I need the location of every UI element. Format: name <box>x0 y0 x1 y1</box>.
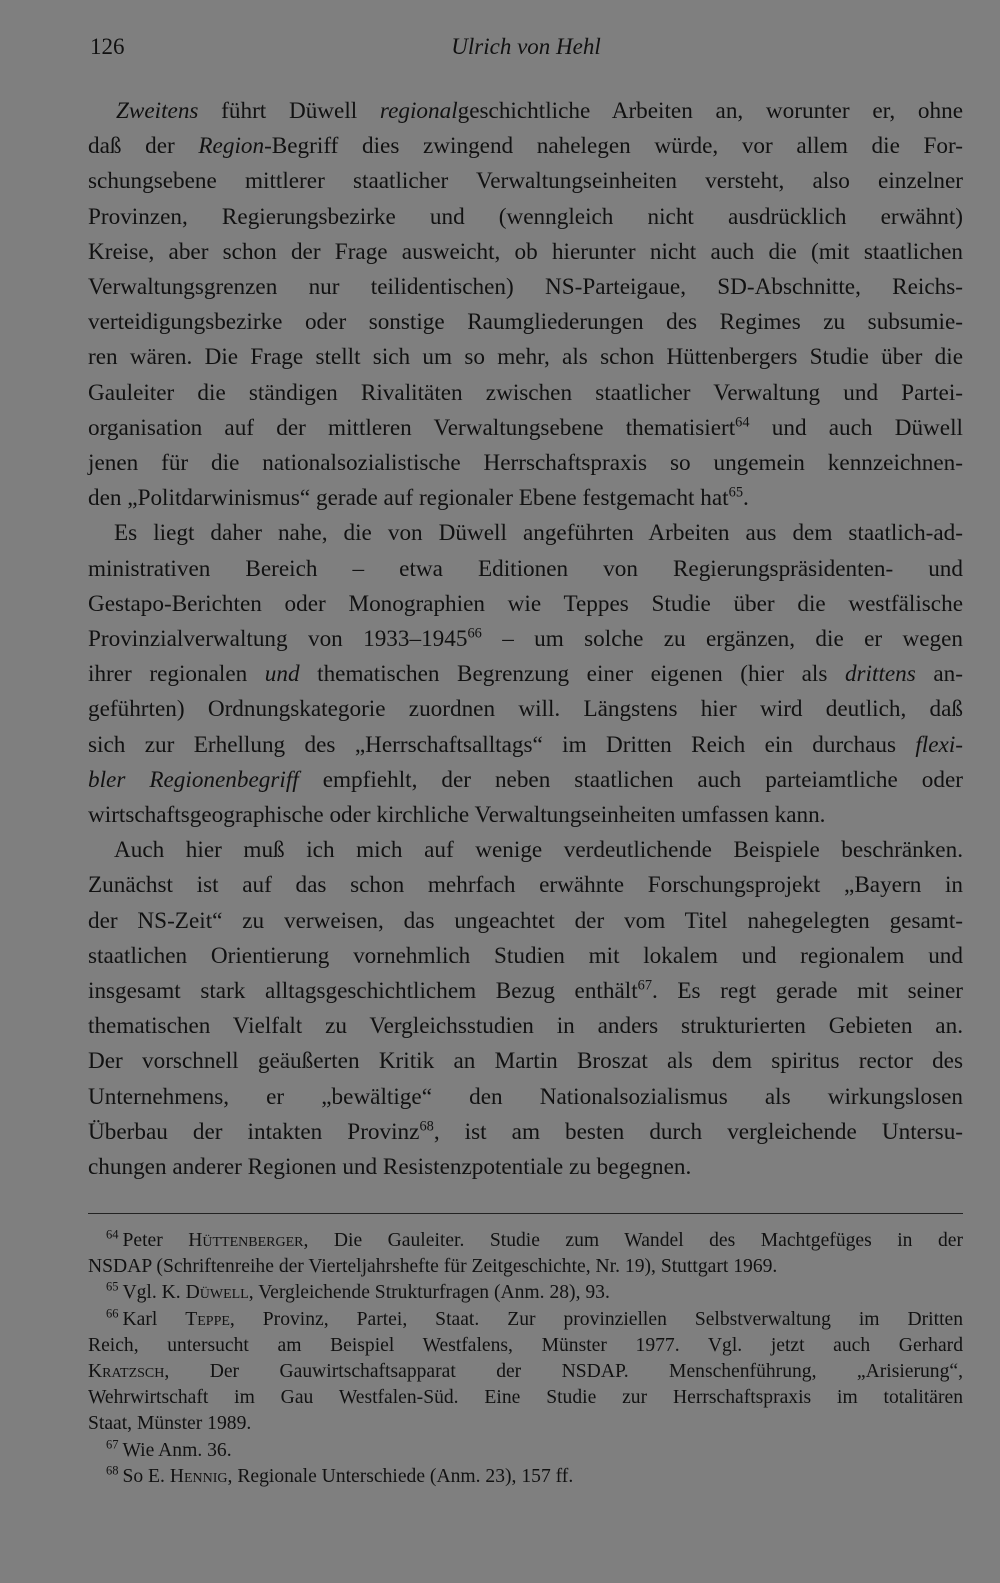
text-line <box>88 728 963 763</box>
text-line <box>88 411 963 446</box>
text-run: und auch Düwell <box>749 414 963 441</box>
footnote-ref: 67 <box>637 977 653 994</box>
text-run: der NS-Zeit“ zu verweisen, das ungeachtet der vom Titel nahegelegten gesamt- <box>88 907 963 934</box>
page-header <box>90 34 962 66</box>
author-name: Düwell <box>185 1282 249 1304</box>
text-line <box>88 1009 963 1044</box>
text-run: sich zur Erhellung des „Herrschaftsalltags“ im Dritten Reich ein durchaus <box>88 731 916 758</box>
text-line <box>88 1044 963 1079</box>
italic-text: bler Regionenbegriff <box>88 766 299 793</box>
text-line <box>88 657 963 692</box>
text-line <box>88 270 963 305</box>
paragraph <box>88 516 963 833</box>
text-run: Unternehmens, er „bewältige“ den Nationalsozialismus als wirkungslosen <box>88 1083 963 1110</box>
text-run: . Es regt gerade mit seiner <box>652 978 963 1005</box>
text-run: , ist am besten durch vergleichende Untersu- <box>433 1118 964 1145</box>
text-run: , Regionale Unterschiede (Anm. 23), 157 ff. <box>227 1465 574 1487</box>
text-run: , Die Gauleiter. Studie zum Wandel des Machtgefüges in der <box>303 1230 963 1251</box>
text-line <box>88 552 963 587</box>
text-line <box>88 1080 963 1115</box>
text-run: staatlichen Orientierung vornehmlich Studien mit lokalem und regionalem und <box>88 942 963 969</box>
footnote-number: 65 <box>106 1279 119 1294</box>
footnote <box>88 1280 963 1306</box>
text-run: -Begriff dies zwingend nahelegen würde, vor allem die For- <box>264 133 963 160</box>
footnote-line <box>88 1385 963 1411</box>
text-run: ministrativen Bereich – etwa Editionen von Regierungspräsidenten- und <box>88 555 963 582</box>
running-head: Ulrich von Hehl <box>451 34 601 59</box>
italic-text: drittens <box>844 661 916 688</box>
text-line <box>88 833 963 868</box>
italic-text: Region <box>198 133 265 160</box>
footnotes <box>88 1228 963 1490</box>
footnote-ref: 66 <box>467 625 482 642</box>
italic-text: flexi- <box>915 731 963 758</box>
text-line <box>88 481 963 516</box>
text-run: chungen anderer Regionen und Resistenzpotentiale zu begegnen. <box>88 1154 692 1181</box>
footnote <box>88 1228 963 1280</box>
footnote-line <box>88 1359 963 1385</box>
text-run: geschichtliche Arbeiten an, worunter er, ohne <box>457 98 963 124</box>
footnote <box>88 1464 963 1490</box>
text-run: ihrer regionalen <box>88 661 265 688</box>
author-name: Kratzsch <box>88 1361 165 1383</box>
footnote <box>88 1438 963 1464</box>
text-line <box>88 129 963 164</box>
footnote-line <box>88 1411 963 1437</box>
text-run: empfiehlt, der neben staatlichen auch parteiamtliche oder <box>298 766 963 793</box>
author-name: Hüttenberger <box>188 1230 304 1251</box>
text-run: organisation auf der mittleren Verwaltungsebene thematisiert <box>88 414 736 441</box>
text-run: Kreise, aber schon der Frage ausweicht, ob hierunter nicht auch die (mit staatlichen <box>88 238 963 265</box>
text-run: Provinzialverwaltung von 1933–1945 <box>88 626 468 653</box>
footnote-ref: 68 <box>419 1118 434 1135</box>
text-run: Provinzen, Regierungsbezirke und (wenngleich nicht ausdrücklich erwähnt) <box>88 203 963 230</box>
italic-text: und <box>264 661 300 688</box>
footnote-rule <box>88 1213 963 1214</box>
text-run: So E. <box>122 1465 170 1487</box>
text-run: Der vorschnell geäußerten Kritik an Martin Broszat als dem spiritus rector des <box>88 1048 963 1075</box>
text-line <box>88 622 963 657</box>
text-line <box>88 763 963 798</box>
text-run: – um solche zu ergänzen, die er wegen <box>481 626 963 653</box>
text-run: NSDAP (Schriftenreihe der Vierteljahrshefte für Zeitgeschichte, Nr. 19), Stuttgart 1969. <box>88 1256 778 1278</box>
text-run: geführten) Ordnungskategorie zuordnen will. Längstens hier wird deutlich, daß <box>88 696 963 723</box>
italic-text: regional <box>379 98 458 124</box>
text-line <box>88 1150 963 1185</box>
text-run: Wie Anm. 36. <box>122 1439 232 1461</box>
text-run: , Provinz, Partei, Staat. Zur provinziellen Selbstverwaltung im Dritten <box>229 1308 964 1330</box>
text-run: jenen für die nationalsozialistische Herrschaftspraxis so ungemein kennzeichnen- <box>88 450 963 477</box>
italic-text: Zweitens <box>116 98 199 124</box>
text-run: Wehrwirtschaft im Gau Westfalen-Süd. Eine Studie zur Herrschaftspraxis im totalitären <box>88 1387 963 1409</box>
text-line <box>88 516 963 551</box>
text-line <box>88 798 963 833</box>
text-run: Überbau der intakten Provinz <box>88 1118 420 1145</box>
text-run: verteidigungsbezirke oder sonstige Raumgliederungen des Regimes zu subsumie- <box>88 309 963 336</box>
text-run: Es liegt daher nahe, die von Düwell angeführten Arbeiten aus dem staatlich-ad- <box>114 520 963 547</box>
text-line <box>88 939 963 974</box>
footnote-number: 66 <box>106 1306 119 1321</box>
text-line <box>88 1115 963 1150</box>
footnote-line <box>88 1280 963 1306</box>
text-line <box>88 235 963 270</box>
footnote-ref: 64 <box>735 414 750 431</box>
text-run: Vgl. K. <box>122 1282 186 1304</box>
text-run: ren wären. Die Frage stellt sich um so mehr, als schon Hüttenbergers Studie über die <box>88 344 963 371</box>
paragraph <box>88 833 963 1185</box>
text-run: thematischen Begrenzung einer eigenen (hier als <box>299 661 845 688</box>
text-line <box>88 587 963 622</box>
text-run: Karl <box>122 1308 186 1330</box>
text-line <box>88 904 963 939</box>
text-run: Gauleiter die ständigen Rivalitäten zwischen staatlicher Verwaltung und Partei- <box>88 379 963 406</box>
text-run: , Vergleichende Strukturfragen (Anm. 28), 93. <box>248 1282 610 1304</box>
text-run: Zunächst ist auf das schon mehrfach erwähnte Forschungsprojekt „Bayern in <box>88 872 963 899</box>
text-line <box>88 376 963 411</box>
paragraph <box>88 94 963 516</box>
footnote-line <box>88 1307 963 1333</box>
text-run: den „Politdarwinismus“ gerade auf regionaler Ebene festgemacht hat <box>88 485 729 512</box>
footnote-number: 67 <box>106 1437 119 1452</box>
footnote-line <box>88 1254 963 1280</box>
text-run: Staat, Münster 1989. <box>88 1413 252 1435</box>
text-run: schungsebene mittlerer staatlicher Verwaltungseinheiten versteht, also einzelner <box>88 168 963 195</box>
text-line <box>88 692 963 727</box>
text-line <box>88 305 963 340</box>
footnote <box>88 1307 963 1438</box>
text-line <box>88 868 963 903</box>
text-run: Auch hier muß ich mich auf wenige verdeutlichende Beispiele beschränken. <box>114 837 963 864</box>
author-name: Teppe <box>185 1308 230 1330</box>
text-line <box>88 974 963 1009</box>
text-line <box>88 340 963 375</box>
text-run: Verwaltungsgrenzen nur teilidentischen) NS-Parteigaue, SD-Abschnitte, Reichs- <box>88 274 963 301</box>
text-run: insgesamt stark alltagsgeschichtlichem Bezug enthält <box>88 978 638 1005</box>
text-line <box>88 164 963 199</box>
footnote-line <box>88 1438 963 1464</box>
footnote-ref: 65 <box>728 484 743 501</box>
text-run: daß der <box>88 133 199 160</box>
text-run: an- <box>915 661 963 688</box>
text-run: . <box>743 485 749 512</box>
text-run: Reich, untersucht am Beispiel Westfalens, Münster 1977. Vgl. jetzt auch Gerhard <box>88 1334 963 1356</box>
text-run: Gestapo-Berichten oder Monographien wie Teppes Studie über die westfälische <box>88 590 963 617</box>
footnote-number: 68 <box>106 1463 119 1478</box>
footnote-line <box>88 1228 963 1254</box>
body-text <box>88 94 963 1185</box>
text-run: , Der Gauwirtschaftsapparat der NSDAP. Menschenführung, „Arisierung“, <box>164 1361 963 1383</box>
text-run: wirtschaftsgeographische oder kirchliche Verwaltungseinheiten umfassen kann. <box>88 802 826 829</box>
page-number: 126 <box>90 34 125 59</box>
text-line <box>88 94 963 129</box>
footnote-line <box>88 1333 963 1359</box>
footnote-number: 64 <box>106 1227 119 1242</box>
author-name: Hennig <box>169 1465 228 1487</box>
footnote-line <box>88 1464 963 1490</box>
text-run: thematischen Vielfalt zu Vergleichsstudien in anders strukturierten Gebieten an. <box>88 1013 963 1040</box>
text-line <box>88 446 963 481</box>
text-run: führt Düwell <box>198 98 380 124</box>
text-run: Peter <box>122 1230 189 1251</box>
text-line <box>88 200 963 235</box>
